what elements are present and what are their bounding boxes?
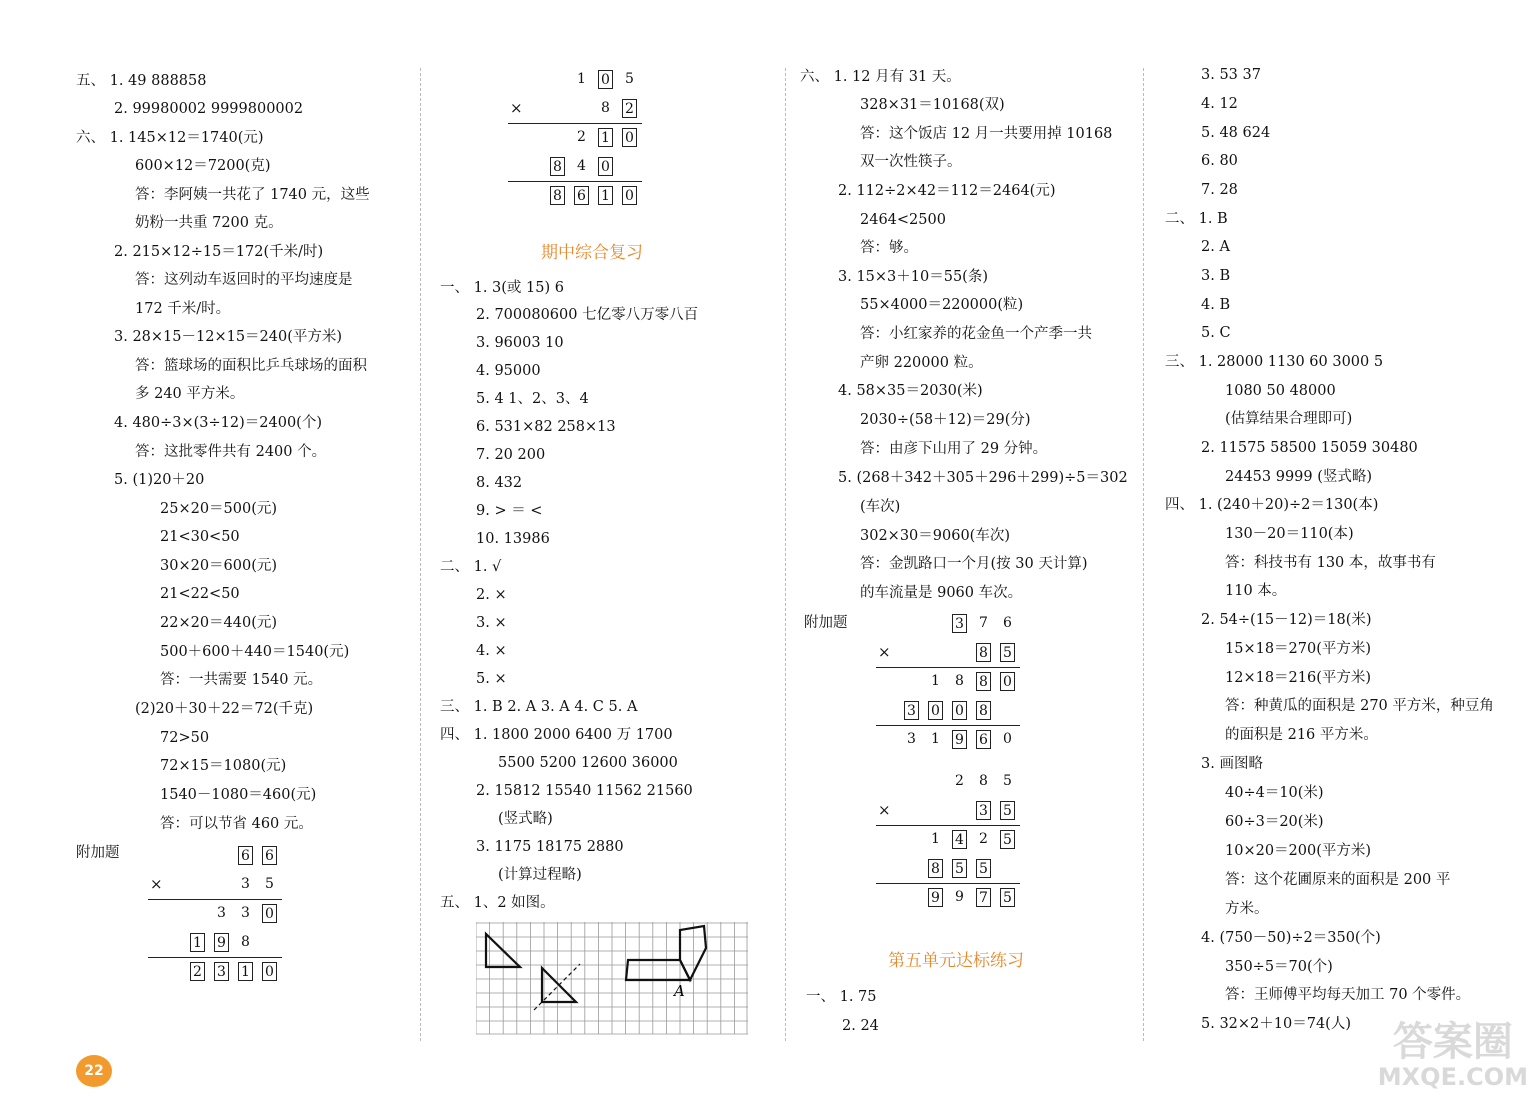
boxed-digit: 9 bbox=[928, 888, 943, 907]
answer-line: 10. 13986 bbox=[476, 531, 550, 547]
answer-line: 2030÷(58＋12)＝29(分) bbox=[860, 412, 1031, 428]
boxed-digit: 5 bbox=[976, 859, 991, 878]
grid-label-a: A bbox=[674, 982, 685, 1000]
watermark-url: MXQE.COM bbox=[1377, 1063, 1528, 1091]
answer-line: 2. 54÷(15－12)＝18(米) bbox=[1201, 612, 1372, 628]
answer-line: 答：李阿姨一共花了 1740 元，这些 bbox=[135, 187, 370, 203]
boxed-digit: 3 bbox=[904, 701, 919, 720]
boxed-digit: 8 bbox=[976, 701, 991, 720]
boxed-digit: 0 bbox=[928, 701, 943, 720]
boxed-digit: 5 bbox=[1000, 888, 1015, 907]
answer-line: 3. 28×15－12×15＝240(平方米) bbox=[114, 329, 343, 345]
digit: 2 bbox=[979, 831, 988, 847]
answer-line: 72>50 bbox=[160, 730, 210, 746]
answer-line: 130－20＝110(本) bbox=[1225, 526, 1354, 542]
rule-line bbox=[876, 825, 1020, 826]
answer-line: 奶粉一共重 7200 克。 bbox=[135, 215, 283, 231]
boxed-digit: 5 bbox=[952, 859, 967, 878]
answer-line: 3. 1175 18175 2880 bbox=[476, 839, 624, 855]
answer-line: 5. (268＋342＋305＋296＋299)÷5＝302 bbox=[838, 470, 1128, 486]
answer-line: 9. > ＝ < bbox=[476, 503, 543, 519]
boxed-digit: 3 bbox=[952, 614, 967, 633]
answer-line: 四、 1. (240＋20)÷2＝130(本) bbox=[1165, 497, 1379, 513]
answer-line: 5. 48 624 bbox=[1201, 125, 1271, 141]
answer-line: (车次) bbox=[860, 499, 901, 515]
boxed-digit: 6 bbox=[976, 730, 991, 749]
answer-line: 72×15＝1080(元) bbox=[160, 758, 287, 774]
answer-line: 8. 432 bbox=[476, 475, 523, 491]
answer-line: 4. × bbox=[476, 643, 507, 659]
answer-line: 5. (1)20＋20 bbox=[114, 472, 205, 488]
answer-line: 答：可以节省 460 元。 bbox=[160, 816, 313, 832]
boxed-digit: 3 bbox=[976, 801, 991, 820]
answer-line: 10×20＝200(平方米) bbox=[1225, 843, 1372, 859]
answer-line: 172 千米/时。 bbox=[135, 301, 231, 317]
boxed-digit: 2 bbox=[622, 99, 637, 118]
answer-line: 答：这个花圃原来的面积是 200 平 bbox=[1225, 872, 1451, 888]
boxed-digit: 1 bbox=[598, 128, 613, 147]
boxed-digit: 3 bbox=[214, 962, 229, 981]
answer-line: 1080 50 48000 bbox=[1225, 383, 1336, 399]
answer-line: 2. 15812 15540 11562 21560 bbox=[476, 783, 693, 799]
answer-line: 六、 1. 12 月有 31 天。 bbox=[800, 69, 961, 85]
boxed-digit: 6 bbox=[238, 846, 253, 865]
answer-line: 答：由彦下山用了 29 分钟。 bbox=[860, 441, 1048, 457]
answer-line: 600×12＝7200(克) bbox=[135, 158, 271, 174]
answer-line: 30×20＝600(元) bbox=[160, 558, 278, 574]
answer-line: 25×20＝500(元) bbox=[160, 501, 278, 517]
answer-line: 六、 1. 145×12＝1740(元) bbox=[76, 130, 264, 146]
boxed-digit: 8 bbox=[976, 643, 991, 662]
answer-line: 12×18＝216(平方米) bbox=[1225, 670, 1372, 686]
answer-line: 方米。 bbox=[1225, 901, 1269, 917]
answer-line: 110 本。 bbox=[1225, 583, 1287, 599]
answer-line: 2. 112÷2×42＝112＝2464(元) bbox=[838, 183, 1056, 199]
rule-line bbox=[148, 957, 282, 958]
column-divider bbox=[1143, 68, 1144, 1041]
answer-line: 五、 1、2 如图。 bbox=[440, 895, 555, 911]
digit: 0 bbox=[1003, 731, 1012, 747]
boxed-digit: 4 bbox=[952, 830, 967, 849]
answer-line: 3. 53 37 bbox=[1201, 67, 1261, 83]
digit: 1 bbox=[931, 731, 940, 747]
answer-line: 的车流量是 9060 车次。 bbox=[860, 585, 1023, 601]
answer-line: 6. 80 bbox=[1201, 153, 1238, 169]
section-title-midterm: 期中综合复习 bbox=[541, 243, 643, 263]
digit: 5 bbox=[1003, 773, 1012, 789]
digit: 8 bbox=[979, 773, 988, 789]
answer-line: 答：科技书有 130 本，故事书有 bbox=[1225, 555, 1436, 571]
boxed-digit: 0 bbox=[952, 701, 967, 720]
digit: 4 bbox=[577, 158, 586, 174]
digit: 8 bbox=[601, 100, 610, 116]
answer-line: 21<30<50 bbox=[160, 529, 240, 545]
digit: 7 bbox=[979, 615, 988, 631]
answer-line: 7. 20 200 bbox=[476, 447, 546, 463]
digit: 1 bbox=[931, 831, 940, 847]
answer-line: 答：这列动车返回时的平均速度是 bbox=[135, 272, 353, 288]
answer-line: 五、 1. 49 888858 bbox=[76, 73, 207, 89]
answer-line: 4. 12 bbox=[1201, 96, 1238, 112]
digit: 3 bbox=[241, 876, 250, 892]
boxed-digit: 5 bbox=[1000, 830, 1015, 849]
answer-line: 5. 4 1、2、3、4 bbox=[476, 391, 589, 407]
answer-line: (竖式略) bbox=[498, 811, 553, 827]
answer-line: 500＋600＋440＝1540(元) bbox=[160, 644, 350, 660]
answer-line: 3. B bbox=[1201, 268, 1231, 284]
column-divider bbox=[420, 68, 421, 1041]
answer-line: 答：一共需要 1540 元。 bbox=[160, 672, 323, 688]
answer-line: 的面积是 216 平方米。 bbox=[1225, 727, 1378, 743]
answer-line: 产卵 220000 粒。 bbox=[860, 355, 983, 371]
answer-line: 4. (750－50)÷2＝350(个) bbox=[1201, 930, 1381, 946]
answer-line: 7. 28 bbox=[1201, 182, 1238, 198]
answer-line: 4. 58×35＝2030(米) bbox=[838, 383, 983, 399]
answer-line: 350÷5＝70(个) bbox=[1225, 959, 1333, 975]
times-sign: × bbox=[878, 801, 891, 819]
times-sign: × bbox=[150, 875, 163, 893]
boxed-digit: 5 bbox=[1000, 643, 1015, 662]
answer-line: 5. 32×2＋10＝74(人) bbox=[1201, 1016, 1351, 1032]
digit: 3 bbox=[217, 905, 226, 921]
digit: 8 bbox=[955, 673, 964, 689]
answer-line: 一、 1. 75 bbox=[806, 989, 877, 1005]
digit: 5 bbox=[265, 876, 274, 892]
answer-line: 1540－1080＝460(元) bbox=[160, 787, 317, 803]
boxed-digit: 8 bbox=[976, 672, 991, 691]
boxed-digit: 7 bbox=[976, 888, 991, 907]
boxed-digit: 0 bbox=[262, 962, 277, 981]
boxed-digit: 8 bbox=[928, 859, 943, 878]
answer-line: 21<22<50 bbox=[160, 586, 240, 602]
answer-line: 多 240 平方米。 bbox=[135, 386, 245, 402]
answer-line: 答：小红家养的花金鱼一个产季一共 bbox=[860, 326, 1092, 342]
boxed-digit: 0 bbox=[598, 157, 613, 176]
answer-line: 二、 1. B bbox=[1165, 211, 1228, 227]
boxed-digit: 0 bbox=[262, 904, 277, 923]
boxed-digit: 1 bbox=[190, 933, 205, 952]
answer-line: 答：这个饭店 12 月一共要用掉 10168 bbox=[860, 126, 1113, 142]
digit: 2 bbox=[955, 773, 964, 789]
answer-line: (2)20＋30＋22＝72(千克) bbox=[135, 701, 314, 717]
digit: 5 bbox=[625, 71, 634, 87]
rule-line bbox=[508, 181, 642, 182]
geometry-grid-figure bbox=[476, 922, 748, 1036]
watermark-cn: 答案圈 bbox=[1392, 1019, 1513, 1065]
rule-line bbox=[148, 899, 282, 900]
answer-line: 328×31＝10168(双) bbox=[860, 97, 1005, 113]
answer-line: 答：种黄瓜的面积是 270 平方米，种豆角 bbox=[1225, 698, 1494, 714]
answer-line: 40÷4＝10(米) bbox=[1225, 785, 1324, 801]
boxed-digit: 0 bbox=[622, 128, 637, 147]
boxed-digit: 9 bbox=[952, 730, 967, 749]
answer-line: 4. B bbox=[1201, 297, 1231, 313]
page-number: 22 bbox=[76, 1055, 112, 1087]
times-sign: × bbox=[878, 643, 891, 661]
answer-line: 4. 95000 bbox=[476, 363, 541, 379]
answer-line: 双一次性筷子。 bbox=[860, 154, 962, 170]
answer-line: 答：篮球场的面积比乒乓球场的面积 bbox=[135, 358, 367, 374]
answer-line: 答：金凯路口一个月(按 30 天计算) bbox=[860, 556, 1088, 572]
digit: 1 bbox=[931, 673, 940, 689]
answer-line: 答：这批零件共有 2400 个。 bbox=[135, 444, 327, 460]
answer-line: 答：王师傅平均每天加工 70 个零件。 bbox=[1225, 987, 1471, 1003]
column-divider bbox=[785, 68, 786, 1041]
answer-line: 四、 1. 1800 2000 6400 万 1700 bbox=[440, 727, 673, 743]
answer-line: 5500 5200 12600 36000 bbox=[498, 755, 678, 771]
answer-line: 二、 1. √ bbox=[440, 559, 502, 575]
answer-line: 附加题 bbox=[804, 615, 848, 631]
answer-line: 15×18＝270(平方米) bbox=[1225, 641, 1372, 657]
answer-line: 2. A bbox=[1201, 239, 1230, 255]
boxed-digit: 1 bbox=[598, 186, 613, 205]
answer-line: 55×4000＝220000(粒) bbox=[860, 297, 1024, 313]
answer-line: 302×30＝9060(车次) bbox=[860, 528, 1010, 544]
answer-line: 一、 1. 3(或 15) 6 bbox=[440, 280, 564, 296]
answer-line: 6. 531×82 258×13 bbox=[476, 419, 616, 435]
answer-line: 22×20＝440(元) bbox=[160, 615, 278, 631]
answer-line: 3. × bbox=[476, 615, 507, 631]
section-title-unit5: 第五单元达标练习 bbox=[888, 951, 1024, 971]
rule-line bbox=[876, 725, 1020, 726]
answer-line: 3. 96003 10 bbox=[476, 335, 564, 351]
boxed-digit: 1 bbox=[238, 962, 253, 981]
answer-line: 2. 24 bbox=[842, 1018, 879, 1034]
answer-line: 5. C bbox=[1201, 325, 1231, 341]
boxed-digit: 8 bbox=[550, 157, 565, 176]
boxed-digit: 6 bbox=[574, 186, 589, 205]
digit: 2 bbox=[577, 129, 586, 145]
digit: 9 bbox=[955, 889, 964, 905]
boxed-digit: 9 bbox=[214, 933, 229, 952]
answer-line: 4. 480÷3×(3÷12)＝2400(个) bbox=[114, 415, 322, 431]
answer-line: (计算过程略) bbox=[498, 867, 582, 883]
digit: 3 bbox=[907, 731, 916, 747]
boxed-digit: 5 bbox=[1000, 801, 1015, 820]
answer-line: 3. 15×3＋10＝55(条) bbox=[838, 269, 988, 285]
boxed-digit: 2 bbox=[190, 962, 205, 981]
boxed-digit: 0 bbox=[622, 186, 637, 205]
answer-line: 2. 700080600 七亿零八万零八百 bbox=[476, 307, 699, 323]
answer-line: 3. 画图略 bbox=[1201, 756, 1263, 772]
rule-line bbox=[876, 883, 1020, 884]
times-sign: × bbox=[510, 99, 523, 117]
answer-line: 2. 215×12÷15＝172(千米/时) bbox=[114, 244, 324, 260]
answer-line: (估算结果合理即可) bbox=[1225, 411, 1353, 427]
answer-line: 2464<2500 bbox=[860, 212, 946, 228]
rule-line bbox=[508, 123, 642, 124]
digit: 6 bbox=[1003, 615, 1012, 631]
answer-line: 60÷3＝20(米) bbox=[1225, 814, 1324, 830]
answer-line: 三、 1. 28000 1130 60 3000 5 bbox=[1165, 354, 1384, 370]
boxed-digit: 0 bbox=[598, 70, 613, 89]
digit: 8 bbox=[241, 934, 250, 950]
answer-line: 2. 99980002 9999800002 bbox=[114, 101, 304, 117]
rule-line bbox=[876, 667, 1020, 668]
boxed-digit: 6 bbox=[262, 846, 277, 865]
answer-line: 2. 11575 58500 15059 30480 bbox=[1201, 440, 1418, 456]
boxed-digit: 0 bbox=[1000, 672, 1015, 691]
answer-line: 2. × bbox=[476, 587, 507, 603]
watermark bbox=[1378, 1020, 1528, 1090]
answer-line: 5. × bbox=[476, 671, 507, 687]
boxed-digit: 8 bbox=[550, 186, 565, 205]
answer-line: 三、 1. B 2. A 3. A 4. C 5. A bbox=[440, 699, 638, 715]
answer-line: 答：够。 bbox=[860, 240, 918, 256]
digit: 1 bbox=[577, 71, 586, 87]
answer-line: 附加题 bbox=[76, 845, 120, 861]
answer-line: 24453 9999 (竖式略) bbox=[1225, 469, 1373, 485]
digit: 3 bbox=[241, 905, 250, 921]
